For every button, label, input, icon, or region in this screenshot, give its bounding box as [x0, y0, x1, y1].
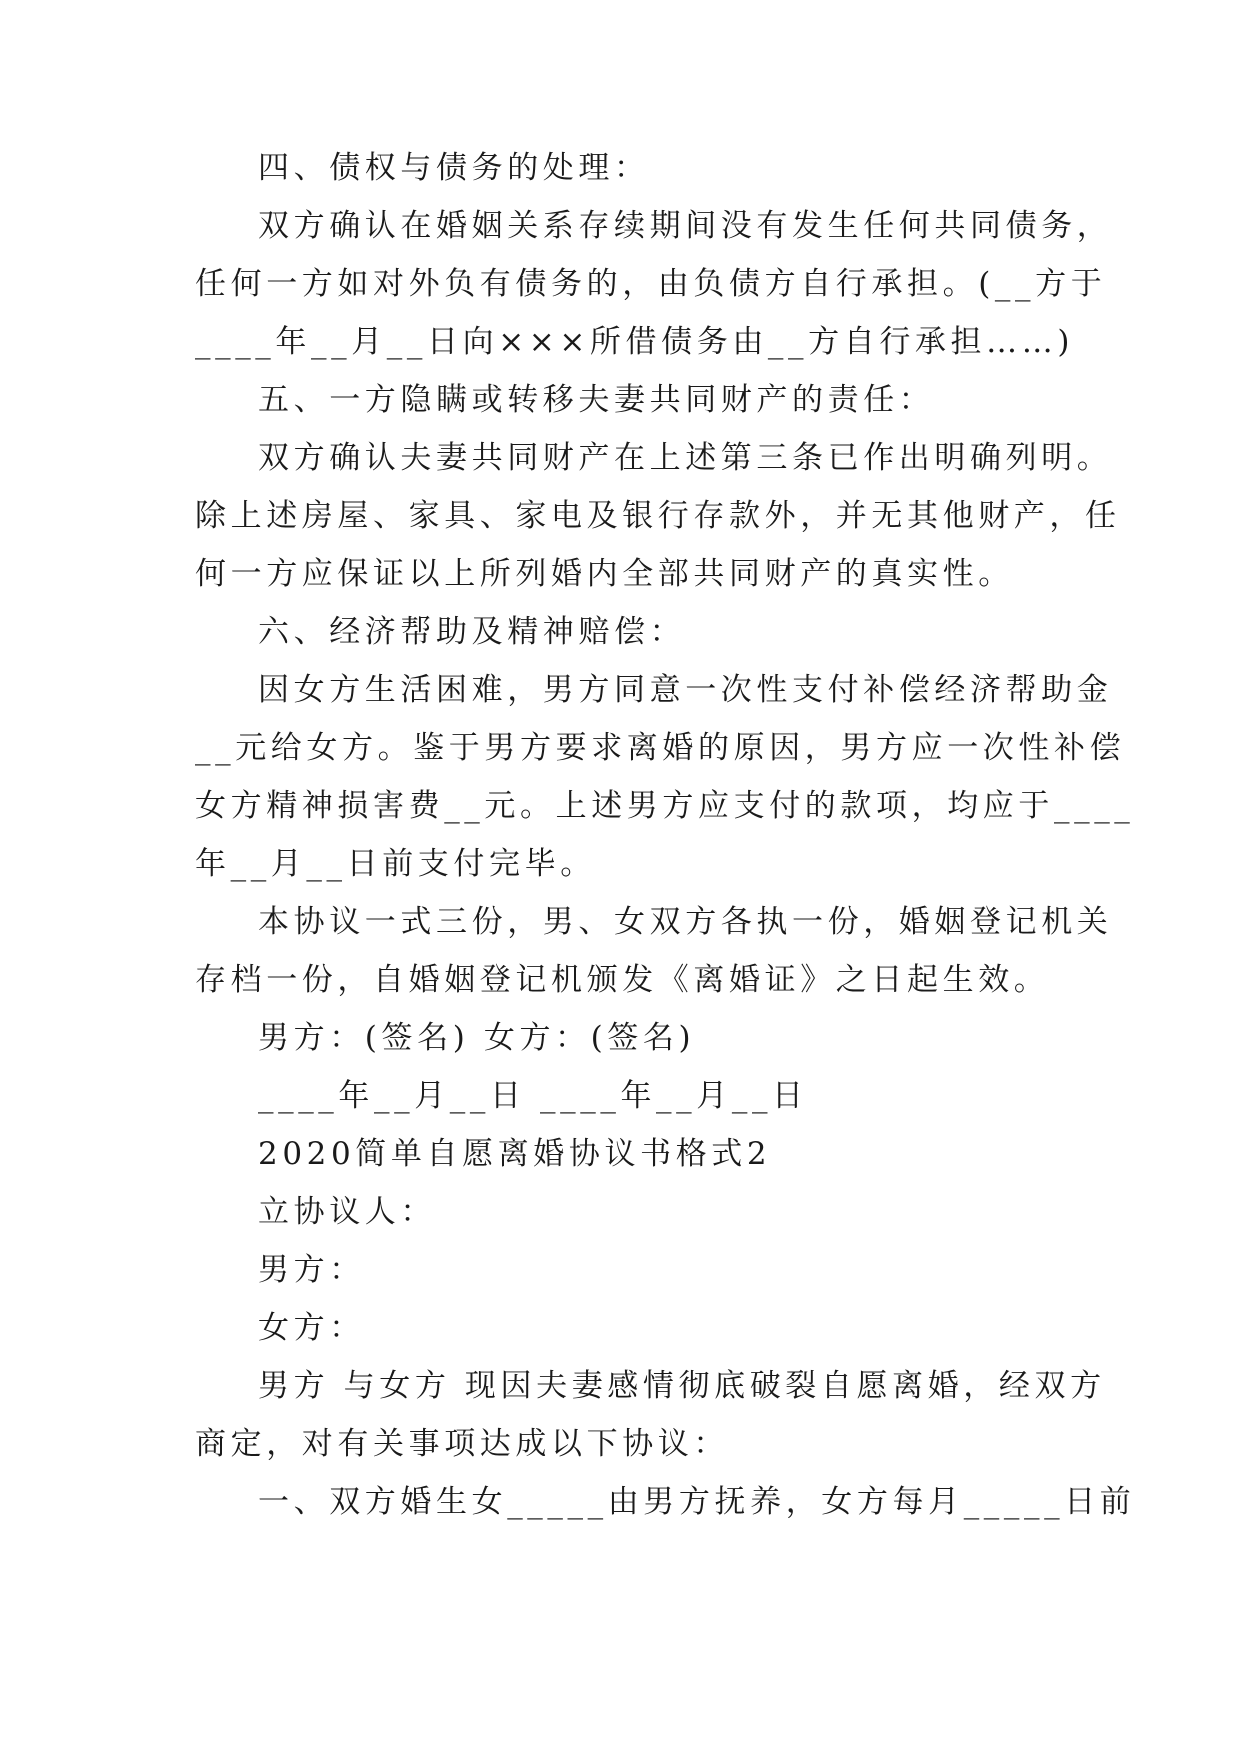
section-four-heading: 四、债权与债务的处理： [258, 150, 650, 186]
paragraph-line: 年__月__日前支付完毕。 [195, 846, 596, 882]
section-six-heading: 六、经济帮助及精神赔偿： [258, 614, 686, 650]
paragraph-line: 因女方生活困难，男方同意一次性支付补偿经济帮助金 [258, 672, 1113, 708]
party-male-label: 男方： [258, 1252, 365, 1288]
section-five-heading: 五、一方隐瞒或转移夫妻共同财产的责任： [258, 382, 935, 418]
paragraph-line: 存档一份，自婚姻登记机颁发《离婚证》之日起生效。 [195, 962, 1050, 998]
paragraph-line: 双方确认夫妻共同财产在上述第三条已作出明确列明。 [258, 440, 1113, 476]
paragraph-line: 双方确认在婚姻关系存续期间没有发生任何共同债务， [258, 208, 1113, 244]
paragraph-line: 何一方应保证以上所列婚内全部共同财产的真实性。 [195, 556, 1014, 592]
paragraph-line: 男方 与女方 现因夫妻感情彻底破裂自愿离婚，经双方 [258, 1368, 1106, 1404]
date-line: ____年__月__日 ____年__月__日 [258, 1078, 808, 1114]
clause-one-line: 一、双方婚生女_____由男方抚养，女方每月_____日前 [258, 1484, 1136, 1520]
party-female-label: 女方： [258, 1310, 365, 1346]
paragraph-line: 除上述房屋、家具、家电及银行存款外，并无其他财产，任 [195, 498, 1121, 534]
paragraph-line: 任何一方如对外负有债务的，由负债方自行承担。(__方于 [195, 266, 1107, 302]
paragraph-line: 本协议一式三份，男、女双方各执一份，婚姻登记机关 [258, 904, 1113, 940]
paragraph-line: ____年__月__日向×××所借债务由__方自行承担……) [195, 324, 1075, 360]
paragraph-line: 女方精神损害费__元。上述男方应支付的款项，均应于____ [195, 788, 1135, 824]
agreement-title: 2020简单自愿离婚协议书格式2 [258, 1136, 772, 1172]
signature-line: 男方：(签名) 女方：(签名) [258, 1020, 696, 1056]
paragraph-line: 商定，对有关事项达成以下协议： [195, 1426, 729, 1462]
paragraph-line: __元给女方。鉴于男方要求离婚的原因，男方应一次性补偿 [195, 730, 1126, 766]
party-label: 立协议人： [258, 1194, 436, 1230]
